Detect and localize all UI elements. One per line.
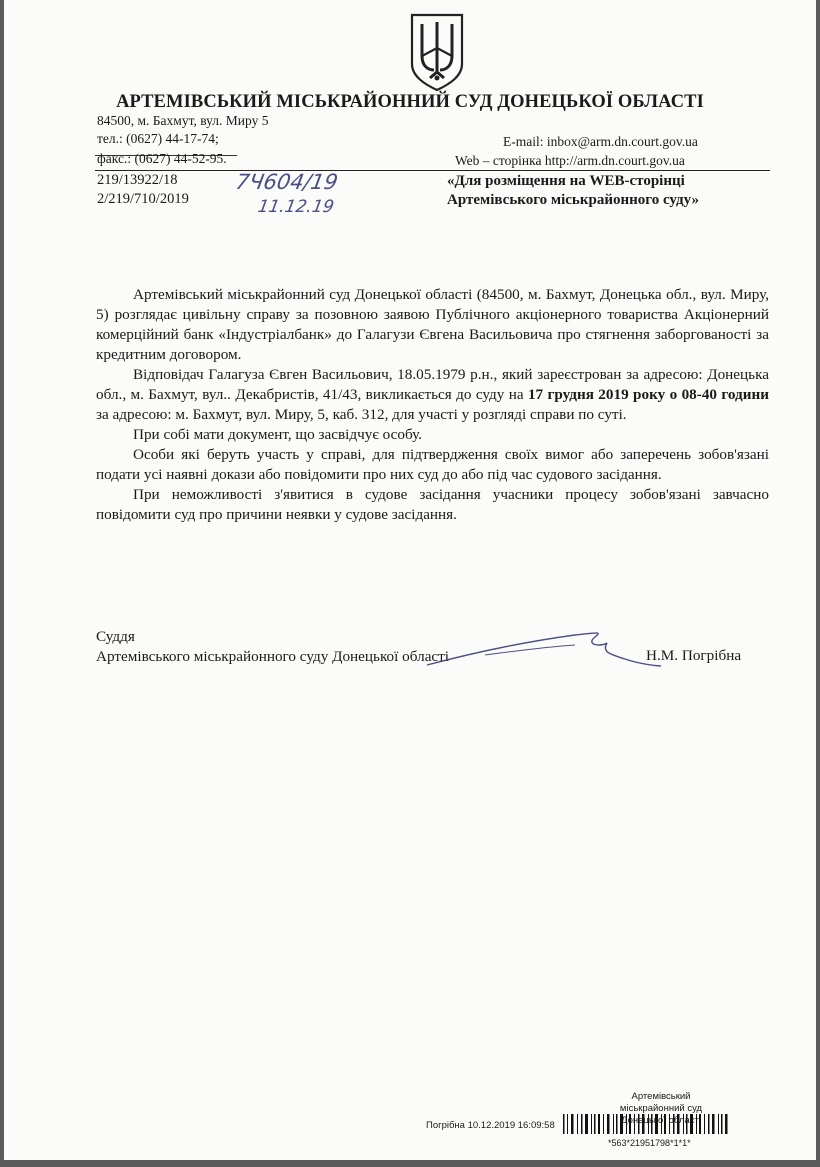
summons-text-end: за адресою: м. Бахмут, вул. Миру, 5, каб. 312, для участі у розгляді справи по суті. bbox=[96, 406, 627, 423]
stamp-court-line-1: Артемівський міськрайонний суд bbox=[619, 1091, 703, 1114]
hearing-datetime: 17 грудня 2019 року о 08-40 години bbox=[527, 386, 769, 403]
paragraph-summons bbox=[96, 365, 769, 425]
document-page bbox=[4, 0, 816, 1160]
paragraph-evidence: Особи які беруть участь у справі, для підтвердження своїх вимог або заперечень зобов'язані подати усі наявні докази або повідомити про них суд до або під час судового засідання. bbox=[96, 446, 769, 483]
court-address: 84500, м. Бахмут, вул. Миру 5 bbox=[97, 113, 269, 128]
case-number: 219/13922/18 bbox=[97, 172, 178, 188]
barcode bbox=[563, 1114, 730, 1134]
web-publication-note bbox=[447, 172, 699, 210]
paragraph-case-description: Артемівський міськрайонний суд Донецької області (84500, м. Бахмут, Донецька обл., вул. Миру, 5) розглядає цивільну справу за позовною заявою Публічного акціонерного товариства Акціонерний комерційний банк «Індустріалбанк» до Галагузи Євгена Васильовича про стягнення заборгованості за кредитним договором. bbox=[96, 286, 769, 363]
judge-title-line-1: Суддя bbox=[96, 628, 135, 645]
summons-body bbox=[96, 285, 769, 525]
proceeding-number: 2/219/710/2019 bbox=[97, 191, 189, 207]
court-phone: тел.: (0627) 44-17-74; bbox=[97, 131, 219, 146]
paragraph-absence-notice: При неможливості з'явитися в судове засідання учасники процесу зобов'язані завчасно повідомити суд про причини неявки у судове засідання. bbox=[96, 486, 769, 523]
handwritten-signature bbox=[425, 625, 665, 675]
stamp-court-line-2: області bbox=[668, 1115, 701, 1126]
web-note-line-2: Артемівського міськрайонного суду» bbox=[447, 192, 699, 208]
court-title: АРТЕМІВСЬКИЙ МІСЬКРАЙОННИЙ СУД ДОНЕЦЬКОЇ ОБЛАСТІ bbox=[116, 92, 704, 112]
judge-title-line-2: Артемівського міськрайонного суду Донецької області bbox=[96, 648, 450, 665]
barcode-number: *563*21951798*1*1* bbox=[608, 1138, 691, 1148]
handwritten-registration-number: 7Ч604/19 bbox=[233, 170, 340, 194]
court-email: E-mail: inbox@arm.dn.court.gov.ua bbox=[503, 134, 698, 149]
coat-of-arms-icon bbox=[408, 12, 466, 92]
handwritten-date: 11.12.19 bbox=[256, 197, 336, 217]
web-note-line-1: «Для розміщення на WEB-сторінці bbox=[447, 173, 685, 189]
court-website: Web – сторінка http://arm.dn.court.gov.ua bbox=[455, 153, 685, 168]
court-fax: факс.: (0627) 44-52-95. bbox=[97, 151, 227, 166]
judge-name: Н.М. Погрібна bbox=[646, 647, 742, 664]
summons-text-start: Відповідач Галагуза Євген Васильович, 18.05.1979 р.н., який зареєстрован за адресою: Донецька обл., м. Бахмут, вул.. Декабристів, 41/43, викликається до суду на bbox=[96, 366, 769, 403]
stamp-user-timestamp: Погрібна 10.12.2019 16:09:58 bbox=[426, 1120, 555, 1131]
paragraph-identity-document: При собі мати документ, що засвідчує особу. bbox=[133, 426, 422, 443]
letterhead-rule bbox=[95, 170, 770, 171]
judge-title bbox=[96, 627, 449, 667]
